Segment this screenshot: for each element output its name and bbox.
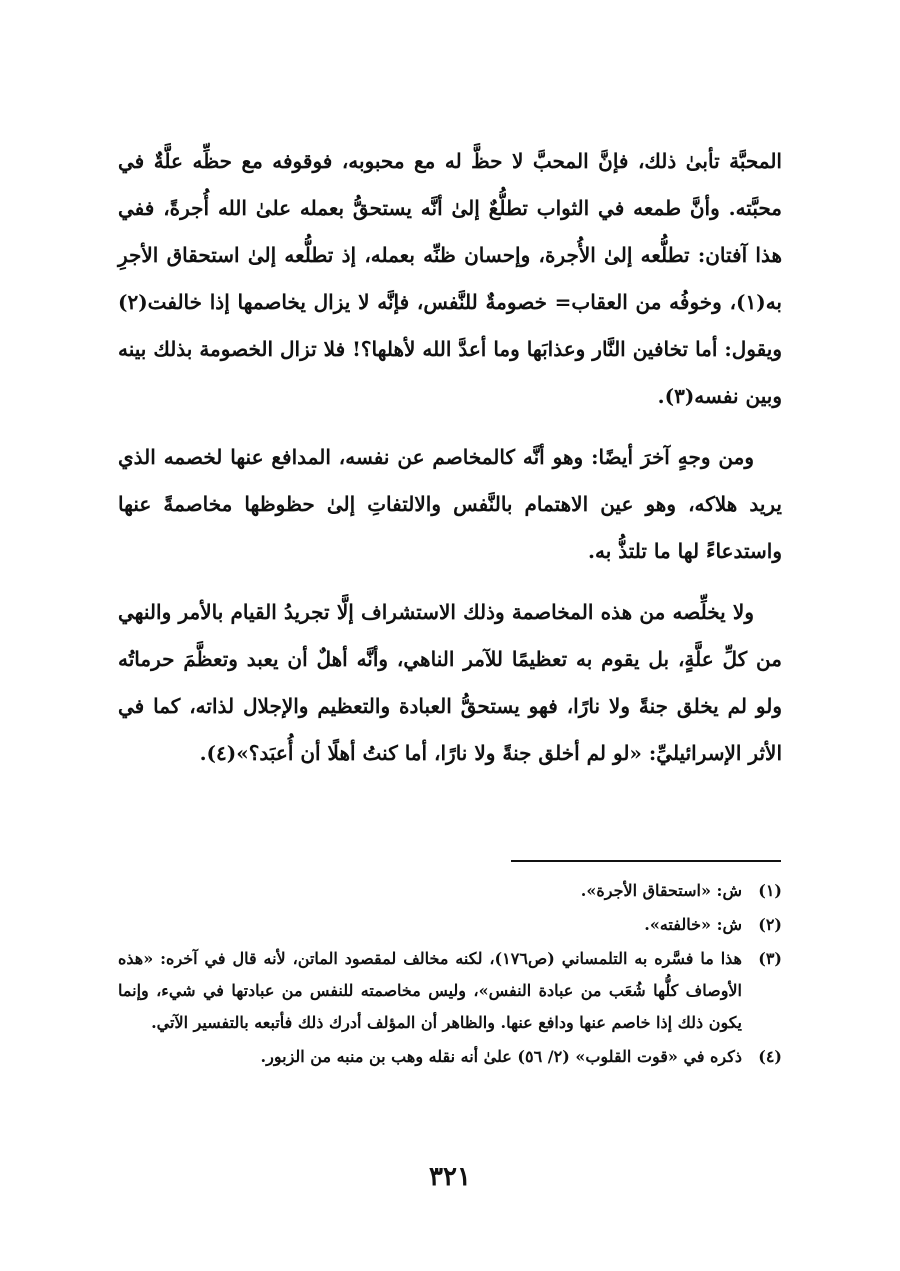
- paragraph-3-ref: (٤).: [199, 741, 237, 765]
- footnote-item: [118, 909, 782, 941]
- page-number: ٣٢١: [429, 1162, 471, 1192]
- footnote-separator: [511, 860, 781, 862]
- footnote-item: [118, 875, 782, 907]
- footnotes: [118, 875, 782, 1075]
- footnote-item: [118, 943, 782, 1039]
- footnote-text: ذكره في «قوت القلوب» (٢/ ٥٦) علىٰ أنه نقله وهب بن منبه من الزبور.: [260, 1047, 742, 1066]
- footnote-number: (١): [758, 881, 782, 900]
- footnote-item: [118, 1041, 782, 1073]
- paragraph-3-text: ولا يخلِّصه من هذه المخاصمة وذلك الاستشراف إلَّا تجريدُ القيام بالأمر والنهي من كلِّ علَّةٍ، بل يقوم به تعظيمًا للآمر الناهي، وأنَّه أهلٌ أن يعبد وتعظَّمَ حرماتُه ولو لم يخلق جنةً ولا نارًا، فهو يستحقُّ العبادة والتعظيم والإجلال لذاته، كما في الأثر الإسرائيليِّ:: [118, 600, 783, 765]
- footnote-number: (٤): [758, 1047, 782, 1066]
- paragraph-2: ومن وجهٍ آخرَ أيضًا: وهو أنَّه كالمخاصم عن نفسه، المدافع عنها لخصمه الذي يريد هلاكه، وهو عين الاهتمام بالنَّفس والالتفاتِ إلىٰ حظوظها مخاصمةً عنها واستدعاءً لها ما تلتذُّ به.: [118, 445, 782, 563]
- paragraph-3: [118, 589, 782, 777]
- footnote-text: ش: «خالفته».: [644, 915, 742, 934]
- paragraph-3-quote: «لو لم أخلق جنةً ولا نارًا، أما كنتُ أهلًا أن أُعبَد؟»: [236, 741, 642, 765]
- footnote-text: ش: «استحقاق الأجرة».: [580, 881, 742, 900]
- footnote-number: (٢): [758, 915, 782, 934]
- footnote-number: (٣): [758, 949, 782, 968]
- paragraph-1: المحبَّة تأبىٰ ذلك، فإنَّ المحبَّ لا حظَّ له مع محبوبه، فوقوفه مع حظِّه علَّةٌ في محبَّته. وأنَّ طمعه في الثواب تطلُّعٌ إلىٰ أنَّه يستحقُّ بعمله علىٰ الله أُجرةً، ففي هذا آفتان: تطلُّعه إلىٰ الأُجرة، وإحسان ظنِّه بعمله، إذ تطلُّعه إلىٰ استحقاق الأجرِ به(١)، وخوفُه من العقاب= خصومةٌ للنَّفس، فإنَّه لا يزال يخاصمها إذا خالفت(٢) ويقول: أما تخافين النَّار وعذابَها وما أعدَّ الله لأهلها؟! فلا تزال الخصومة بذلك بينه وبين نفسه(٣).: [118, 149, 782, 408]
- footnote-text: هذا ما فسَّره به التلمساني (ص١٧٦)، لكنه مخالف لمقصود الماتن، لأنه قال في آخره: «هذه الأوصاف كلُّها شُعَب من عبادة النفس»، وليس مخاصمته للنفس من عبادتها في شيء، وإنما يكون ذلك إذا خاصم عنها ودافع عنها. والظاهر أن المؤلف أدرك ذلك فأتبعه بالتفسير الآتي.: [118, 949, 742, 1032]
- main-text: [118, 138, 782, 791]
